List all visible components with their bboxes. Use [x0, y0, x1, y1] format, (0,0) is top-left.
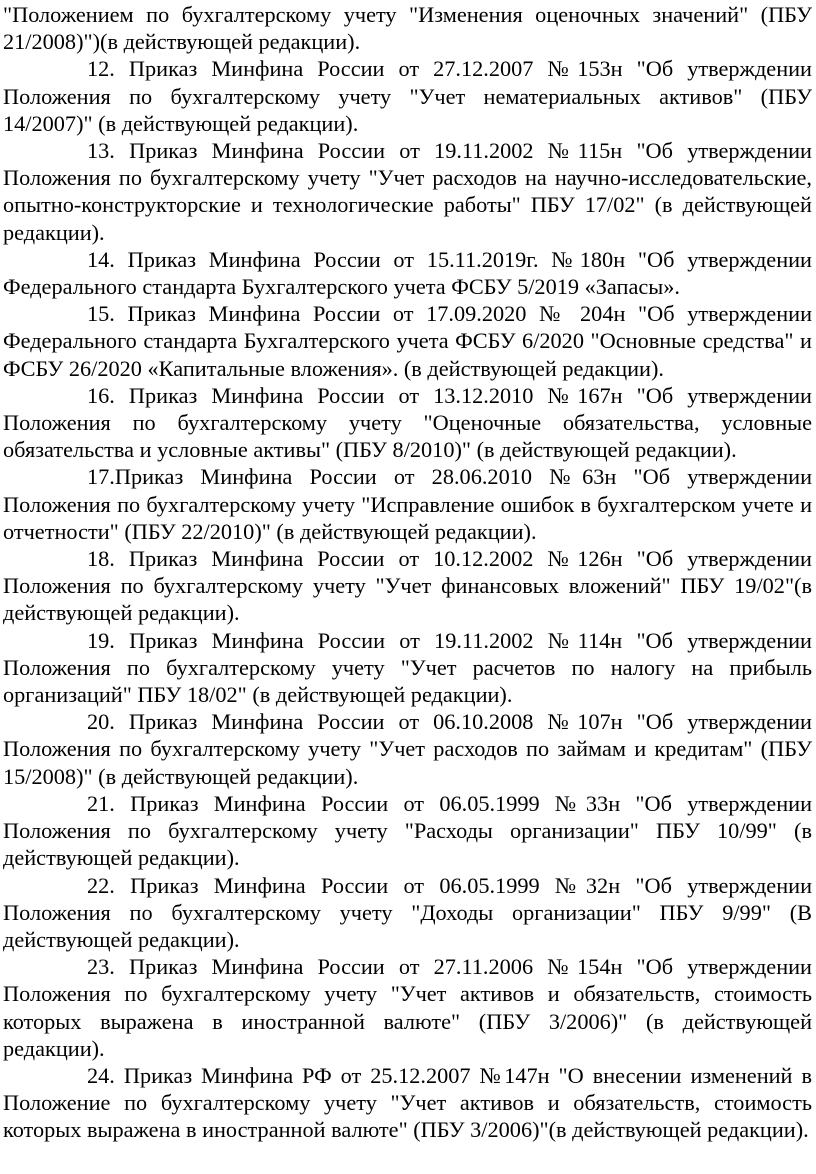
list-item-19: 19. Приказ Минфина России от 19.11.2002 №114н "Об утверждении Положения по бухгалтерскому учету "Учет расчетов по налогу на прибыль организаций" ПБУ 18/02" (в действующей редакции).	[3, 627, 812, 708]
list-item-13: 13. Приказ Минфина России от 19.11.2002 №115н "Об утверждении Положения по бухгалтерскому учету "Учет расходов на научно-исследовательские, опытно-конструкторские и технологические работы" ПБУ 17/02" (в действующей редакции).	[3, 138, 812, 245]
list-item-22: 22. Приказ Минфина России от 06.05.1999 №32н "Об утверждении Положения по бухгалтерскому учету "Доходы организации" ПБУ 9/99" (В действующей редакции).	[3, 872, 812, 952]
list-item-18: 18. Приказ Минфина России от 10.12.2002 №126н "Об утверждении Положения по бухгалтерскому учету "Учет финансовых вложений" ПБУ 19/02"(в действующей редакции).	[3, 546, 812, 626]
list-item-24: 24. Приказ Минфина РФ от 25.12.2007 №147н "О внесении изменений в Положение по бухгалтерскому учету "Учет активов и обязательств, стоимость которых выражена в иностранной валюте" (ПБУ 3/2006)"(в действующей редакции).	[3, 1062, 812, 1143]
list-item-23: 23. Приказ Минфина России от 27.11.2006 №154н "Об утверждении Положения по бухгалтерскому учету "Учет активов и обязательств, стоимость которых выражена в иностранной валюте" (ПБУ 3/2006)" (в действующей редакции).	[3, 954, 812, 1061]
list-item-14: 14. Приказ Минфина России от 15.11.2019г. №180н "Об утверждении Федерального стандарта Бухгалтерского учета ФСБУ 5/2019 «Запасы».	[3, 246, 812, 300]
list-item-17: 17.Приказ Минфина России от 28.06.2010 №63н "Об утверждении Положения по бухгалтерскому учету "Исправление ошибок в бухгалтерском учете и отчетности" (ПБУ 22/2010)" (в действующей редакции).	[3, 464, 812, 544]
paragraph-continuation: "Положением по бухгалтерскому учету "Изменения оценочных значений" (ПБУ 21/2008)")(в действующей редакции).	[3, 2, 812, 55]
list-item-21: 21. Приказ Минфина России от 06.05.1999 №33н "Об утверждении Положения по бухгалтерскому учету "Расходы организации" ПБУ 10/99" (в действующей редакции).	[3, 790, 812, 871]
list-item-15: 15. Приказ Минфина России от 17.09.2020 № 204н "Об утверждении Федерального стандарта Бухгалтерского учета ФСБУ 6/2020 "Основные средства" и ФСБУ 26/2020 «Капитальные вложения». (в действующей редакции).	[3, 301, 812, 381]
list-item-20: 20. Приказ Минфина России от 06.10.2008 №107н "Об утверждении Положения по бухгалтерскому учету "Учет расходов по займам и кредитам" (ПБУ 15/2008)" (в действующей редакции).	[3, 709, 812, 789]
list-item-12: 12. Приказ Минфина России от 27.12.2007 №153н "Об утверждении Положения по бухгалтерскому учету "Учет нематериальных активов" (ПБУ 14/2007)" (в действующей редакции).	[3, 56, 812, 136]
list-item-16: 16. Приказ Минфина России от 13.12.2010 №167н "Об утверждении Положения по бухгалтерскому учету "Оценочные обязательства, условные обязательства и условные активы" (ПБУ 8/2010)" (в действующей редакции).	[3, 382, 812, 463]
